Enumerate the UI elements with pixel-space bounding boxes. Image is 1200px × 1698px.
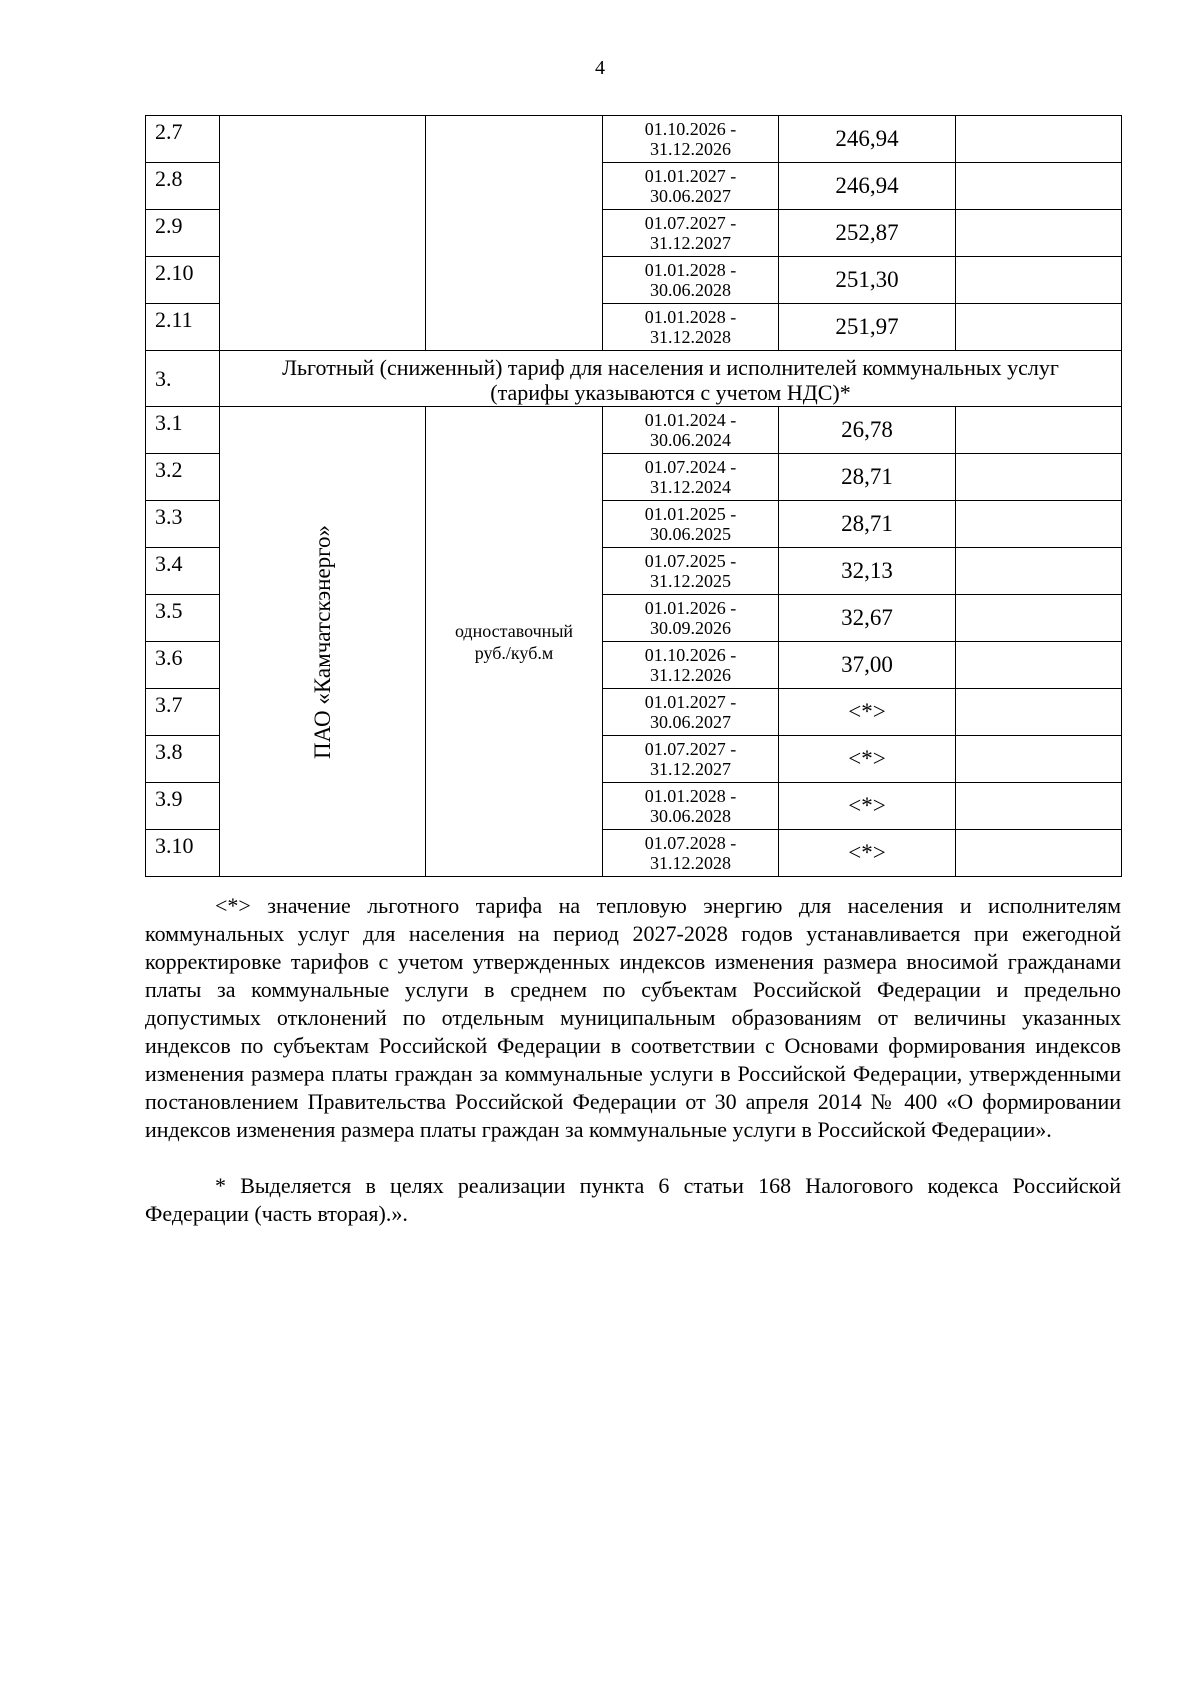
tariff-value: <*>: [779, 689, 956, 736]
empty-cell: [956, 501, 1122, 548]
table-row: [146, 116, 1122, 163]
tariff-value: 252,87: [779, 210, 956, 257]
organization-cell-empty: [220, 116, 426, 351]
table-row: [146, 407, 1122, 454]
empty-cell: [956, 407, 1122, 454]
row-number: 2.11: [146, 304, 220, 351]
row-number: 2.9: [146, 210, 220, 257]
period-cell: 01.07.2027 - 31.12.2027: [603, 210, 779, 257]
row-number: 3.2: [146, 454, 220, 501]
tariff-value: 37,00: [779, 642, 956, 689]
empty-cell: [956, 783, 1122, 830]
organization-cell: [220, 407, 426, 877]
row-number: 2.8: [146, 163, 220, 210]
row-number: 3.5: [146, 595, 220, 642]
period-cell: 01.07.2027 - 31.12.2027: [603, 736, 779, 783]
tariff-value: 28,71: [779, 501, 956, 548]
empty-cell: [956, 454, 1122, 501]
row-number: 3.3: [146, 501, 220, 548]
period-cell: 01.07.2025 - 31.12.2025: [603, 548, 779, 595]
row-number: 3.9: [146, 783, 220, 830]
tariff-value: 28,71: [779, 454, 956, 501]
tariff-value: 26,78: [779, 407, 956, 454]
empty-cell: [956, 736, 1122, 783]
rate-type-cell: [426, 407, 603, 877]
period-cell: 01.10.2026 - 31.12.2026: [603, 642, 779, 689]
period-cell: 01.01.2025 - 30.06.2025: [603, 501, 779, 548]
period-cell: 01.07.2024 - 31.12.2024: [603, 454, 779, 501]
row-number: 3.4: [146, 548, 220, 595]
rate-unit: руб./куб.м: [474, 642, 554, 663]
row-number: 3.1: [146, 407, 220, 454]
row-number: 3.10: [146, 830, 220, 877]
period-cell: 01.01.2027 - 30.06.2027: [603, 163, 779, 210]
rate-type-cell-empty: [426, 116, 603, 351]
tariff-value: 251,30: [779, 257, 956, 304]
row-number: 3.7: [146, 689, 220, 736]
section-header-row: [146, 351, 1122, 407]
empty-cell: [956, 548, 1122, 595]
empty-cell: [956, 595, 1122, 642]
empty-cell: [956, 304, 1122, 351]
tariff-value: <*>: [779, 830, 956, 877]
empty-cell: [956, 210, 1122, 257]
period-cell: 01.10.2026 - 31.12.2026: [603, 116, 779, 163]
tariff-table: [145, 115, 1122, 877]
tariff-value: <*>: [779, 783, 956, 830]
row-number: 3.6: [146, 642, 220, 689]
tariff-value: <*>: [779, 736, 956, 783]
row-number: 2.10: [146, 257, 220, 304]
asterisk-note: <*> значение льготного тарифа на тепловую энергию для населения и исполнителям коммунальных услуг для населения на период 2027-2028 годов устанавливается при ежегодной корректировке тарифов с учетом утвержденных индексов изменения размера вносимой гражданами платы за коммунальные услуги в среднем по субъектам Российской Федерации и предельно допустимых отклонений по отдельным муниципальным образованиям от величины указанных индексов по субъектам Российской Федерации в соответствии с Основами формирования индексов изменения размера платы граждан за коммунальные услуги в Российской Федерации, утвержденными постановлением Правительства Российской Федерации от 30 апреля 2014 № 400 «О формировании индексов изменения размера платы граждан за коммунальные услуги в Российской Федерации».: [145, 893, 1121, 1142]
notes: [145, 892, 1121, 1228]
period-cell: 01.01.2028 - 31.12.2028: [603, 304, 779, 351]
section-number: 3.: [146, 351, 220, 407]
tariff-value: 246,94: [779, 163, 956, 210]
empty-cell: [956, 116, 1122, 163]
empty-cell: [956, 830, 1122, 877]
period-cell: 01.01.2028 - 30.06.2028: [603, 257, 779, 304]
period-cell: 01.07.2028 - 31.12.2028: [603, 830, 779, 877]
section-title: Льготный (сниженный) тариф для населения и исполнителей коммунальных услуг (тарифы указываются с учетом НДС)*: [220, 351, 1122, 407]
organization-name: ПАО «Камчатскэнерго»: [309, 524, 335, 759]
rate-type: одноставочный: [454, 620, 574, 641]
tariff-value: 246,94: [779, 116, 956, 163]
tariff-value: 32,13: [779, 548, 956, 595]
row-number: 2.7: [146, 116, 220, 163]
vat-footnote: * Выделяется в целях реализации пункта 6 статьи 168 Налогового кодекса Российской Федерации (часть вторая).».: [145, 1173, 1121, 1226]
tariff-value: 251,97: [779, 304, 956, 351]
period-cell: 01.01.2028 - 30.06.2028: [603, 783, 779, 830]
empty-cell: [956, 689, 1122, 736]
row-number: 3.8: [146, 736, 220, 783]
page-number: 4: [595, 57, 605, 79]
tariff-value: 32,67: [779, 595, 956, 642]
period-cell: 01.01.2026 - 30.09.2026: [603, 595, 779, 642]
empty-cell: [956, 163, 1122, 210]
empty-cell: [956, 642, 1122, 689]
empty-cell: [956, 257, 1122, 304]
period-cell: 01.01.2027 - 30.06.2027: [603, 689, 779, 736]
period-cell: 01.01.2024 - 30.06.2024: [603, 407, 779, 454]
